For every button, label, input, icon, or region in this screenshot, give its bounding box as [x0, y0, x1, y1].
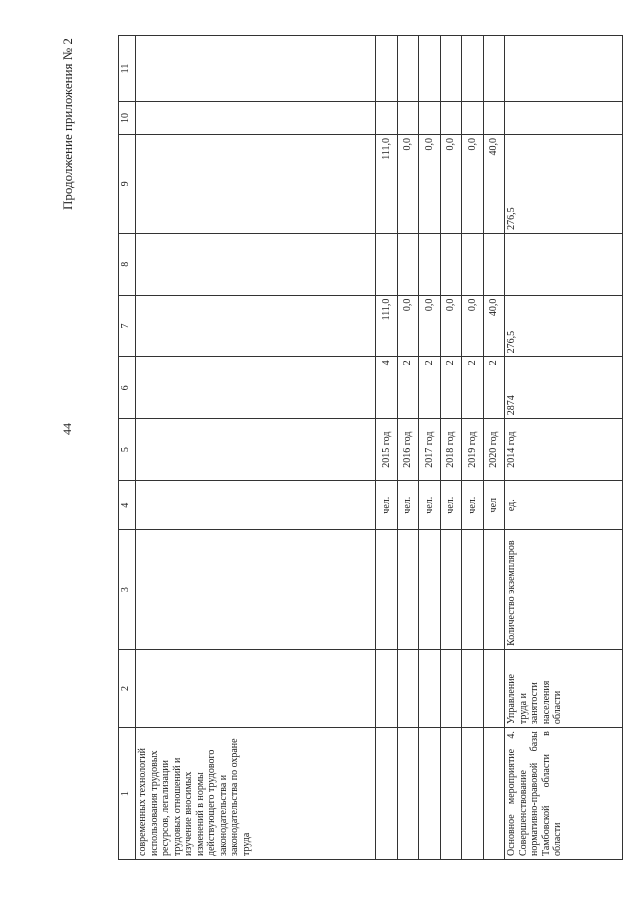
value-cell: 0,0	[462, 295, 484, 357]
value-cell	[397, 101, 419, 134]
value-cell: 40,0	[483, 134, 505, 233]
value-cell	[483, 101, 505, 134]
unit-cell: чел.	[462, 481, 484, 530]
event-description-cell: Основное мероприятие 4. Совершенствование нормативно-правовой базы Тамбовской области в области	[505, 728, 623, 860]
unit-cell: чел.	[440, 481, 462, 530]
table-cell	[462, 649, 484, 727]
value-cell	[505, 36, 623, 102]
value-cell	[397, 36, 419, 102]
year-cell: 2018 год	[440, 419, 462, 481]
table-row	[397, 36, 419, 860]
year-cell: 2019 год	[462, 419, 484, 481]
value-cell: 40,0	[483, 295, 505, 357]
table-cell	[462, 530, 484, 649]
column-header: 6	[119, 357, 136, 419]
unit-cell: чел.	[397, 481, 419, 530]
table-cell	[483, 728, 505, 860]
value-cell	[397, 233, 419, 295]
value-cell: 0,0	[462, 134, 484, 233]
value-cell: 2	[483, 357, 505, 419]
value-cell: 2874	[505, 357, 623, 419]
year-cell: 2020 год	[483, 419, 505, 481]
column-header: 2	[119, 649, 136, 727]
column-header: 10	[119, 101, 136, 134]
value-cell	[483, 36, 505, 102]
table-cell	[136, 233, 376, 295]
table-cell	[440, 649, 462, 727]
column-header: 1	[119, 728, 136, 860]
value-cell: 0,0	[397, 134, 419, 233]
table-row	[462, 36, 484, 860]
table-row	[505, 36, 623, 860]
table-cell	[376, 649, 398, 727]
year-cell: 2017 год	[419, 419, 441, 481]
value-cell: 111,0	[376, 295, 398, 357]
value-cell	[376, 233, 398, 295]
column-header: 7	[119, 295, 136, 357]
value-cell	[462, 101, 484, 134]
value-cell	[440, 101, 462, 134]
table-row	[136, 36, 376, 860]
program-table-grid	[118, 35, 623, 860]
unit-cell: чел.	[376, 481, 398, 530]
table-cell	[397, 530, 419, 649]
unit-cell: чел	[483, 481, 505, 530]
value-cell: 111,0	[376, 134, 398, 233]
value-cell	[505, 233, 623, 295]
table-cell	[419, 530, 441, 649]
table-cell	[397, 649, 419, 727]
value-cell	[462, 36, 484, 102]
value-cell: 2	[440, 357, 462, 419]
indicator-cell: Количество экземпляров	[505, 530, 623, 649]
value-cell	[419, 233, 441, 295]
value-cell: 0,0	[440, 295, 462, 357]
table-cell	[419, 649, 441, 727]
value-cell: 276,5	[505, 295, 623, 357]
column-header: 4	[119, 481, 136, 530]
table-cell	[376, 728, 398, 860]
page-number: 44	[60, 423, 74, 435]
table-row	[419, 36, 441, 860]
value-cell: 0,0	[397, 295, 419, 357]
column-header: 9	[119, 134, 136, 233]
value-cell: 2	[462, 357, 484, 419]
value-cell: 0,0	[440, 134, 462, 233]
table-row	[440, 36, 462, 860]
table-cell	[136, 295, 376, 357]
table-cell	[136, 134, 376, 233]
program-table	[118, 35, 623, 860]
value-cell	[376, 101, 398, 134]
year-cell: 2015 год	[376, 419, 398, 481]
value-cell: 4	[376, 357, 398, 419]
header-row	[119, 36, 136, 860]
executor-cell: Управление труда и занятости населения области	[505, 649, 623, 727]
table-cell	[397, 728, 419, 860]
table-cell	[136, 101, 376, 134]
year-cell: 2014 год	[505, 419, 623, 481]
unit-cell: ед.	[505, 481, 623, 530]
column-header: 5	[119, 419, 136, 481]
table-cell	[136, 530, 376, 649]
value-cell	[419, 36, 441, 102]
table-cell	[136, 357, 376, 419]
column-header: 3	[119, 530, 136, 649]
table-cell	[440, 530, 462, 649]
value-cell	[462, 233, 484, 295]
column-header: 11	[119, 36, 136, 102]
event-description-cell: современных технологий использования трудовых ресурсов, легализации трудовых отношений и изучение вносимых изменений в нормы действующего трудового законодательства и законодательства по охране труда	[136, 728, 376, 860]
value-cell	[376, 36, 398, 102]
table-cell	[483, 649, 505, 727]
column-header: 8	[119, 233, 136, 295]
table-cell	[136, 419, 376, 481]
table-row	[376, 36, 398, 860]
table-cell	[136, 481, 376, 530]
year-cell: 2016 год	[397, 419, 419, 481]
value-cell: 0,0	[419, 134, 441, 233]
unit-cell: чел.	[419, 481, 441, 530]
table-cell	[440, 728, 462, 860]
table-cell	[136, 36, 376, 102]
value-cell: 0,0	[419, 295, 441, 357]
value-cell	[483, 233, 505, 295]
value-cell: 2	[419, 357, 441, 419]
value-cell	[440, 233, 462, 295]
appendix-continuation-label: Продолжение приложения № 2	[60, 38, 75, 210]
table-row	[483, 36, 505, 860]
value-cell	[440, 36, 462, 102]
table-cell	[462, 728, 484, 860]
table-cell	[376, 530, 398, 649]
value-cell: 276,5	[505, 134, 623, 233]
value-cell	[419, 101, 441, 134]
value-cell: 2	[397, 357, 419, 419]
table-cell	[419, 728, 441, 860]
table-cell	[136, 649, 376, 727]
table-cell	[483, 530, 505, 649]
value-cell	[505, 101, 623, 134]
